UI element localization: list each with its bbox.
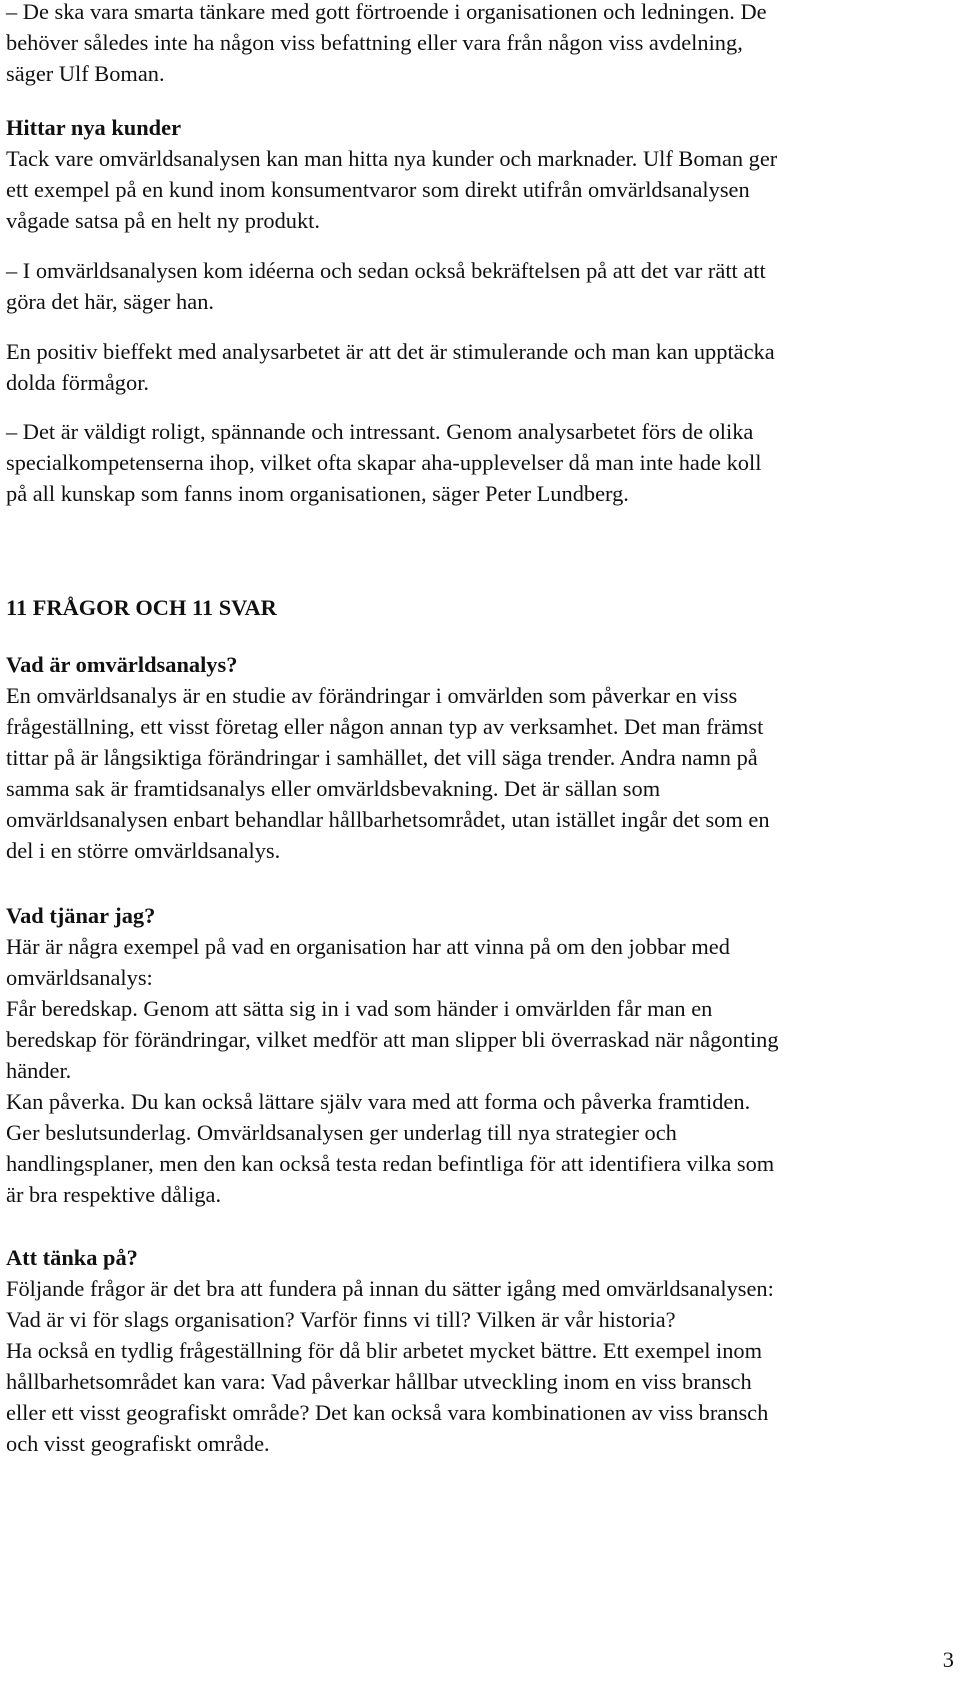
text-line: – I omvärldsanalysen kom idéerna och sedan också bekräftelsen på att det var rätt att [6,258,766,283]
text-line: och visst geografiskt område. [6,1431,270,1456]
text-line: Följande frågor är det bra att fundera på innan du sätter igång med omvärldsanalysen: [6,1276,774,1301]
hittar-paragraph-3 [6,336,775,398]
text-line: Här är några exempel på vad en organisation har att vinna på om den jobbar med [6,934,730,959]
hittar-paragraph-1 [6,143,777,236]
text-line: på all kunskap som fanns inom organisationen, säger Peter Lundberg. [6,481,629,506]
text-line: ett exempel på en kund inom konsumentvaror som direkt utifrån omvärldsanalysen [6,177,750,202]
text-line: behöver således inte ha någon viss befattning eller vara från någon viss avdelning, [6,30,743,55]
text-line: Vad är vi för slags organisation? Varför finns vi till? Vilken är vår historia? [6,1307,676,1332]
text-line: vågade satsa på en helt ny produkt. [6,208,320,233]
text-line: Ger beslutsunderlag. Omvärldsanalysen ger underlag till nya strategier och [6,1120,677,1145]
section-title: 11 FRÅGOR OCH 11 SVAR [6,595,277,620]
text-line: – Det är väldigt roligt, spännande och intressant. Genom analysarbetet förs de olika [6,419,754,444]
text-line: – De ska vara smarta tänkare med gott förtroende i organisationen och ledningen. De [6,0,767,24]
text-line: är bra respektive dåliga. [6,1182,222,1207]
text-line: En omvärldsanalys är en studie av förändringar i omvärlden som påverkar en viss [6,683,738,708]
answer-paragraph-1 [6,680,770,866]
text-line: omvärldsanalys: [6,965,153,990]
text-line: del i en större omvärldsanalys. [6,838,281,863]
text-line: frågeställning, ett visst företag eller någon annan typ av verksamhet. Det man främst [6,714,764,739]
question-heading-2: Vad tjänar jag? [6,903,156,928]
intro-paragraph [6,0,767,89]
text-line: Ha också en tydlig frågeställning för då blir arbetet mycket bättre. Ett exempel inom [6,1338,763,1363]
text-line: En positiv bieffekt med analysarbetet är att det är stimulerande och man kan upptäcka [6,339,775,364]
section-heading-hittar: Hittar nya kunder [6,115,182,140]
text-line: Tack vare omvärldsanalysen kan man hitta nya kunder och marknader. Ulf Boman ger [6,146,778,171]
text-line: specialkompetenserna ihop, vilket ofta skapar aha-upplevelser då man inte hade koll [6,450,762,475]
text-line: Kan påverka. Du kan också lättare själv vara med att forma och påverka framtiden. [6,1089,751,1114]
text-line: Får beredskap. Genom att sätta sig in i vad som händer i omvärlden får man en [6,996,713,1021]
page-number: 3 [942,1647,954,1672]
hittar-paragraph-4 [6,416,761,509]
hittar-paragraph-2 [6,255,766,317]
text-line: göra det här, säger han. [6,289,214,314]
text-line: dolda förmågor. [6,370,150,395]
text-line: beredskap för förändringar, vilket medför att man slipper bli överraskad när någonting [6,1027,779,1052]
text-line: samma sak är framtidsanalys eller omvärldsbevakning. Det är sällan som [6,776,661,801]
text-line: eller ett visst geografiskt område? Det kan också vara kombinationen av viss bransch [6,1400,769,1425]
text-line: hållbarhetsområdet kan vara: Vad påverkar hållbar utveckling inom en viss bransch [6,1369,752,1394]
text-line: säger Ulf Boman. [6,61,165,86]
text-line: händer. [6,1058,72,1083]
text-line: tittar på är långsiktiga förändringar i samhället, det vill säga trender. Andra namn på [6,745,758,770]
question-heading-3: Att tänka på? [6,1245,138,1270]
answer-paragraph-2 [6,931,779,1210]
text-line: handlingsplaner, men den kan också testa redan befintliga för att identifiera vilka som [6,1151,775,1176]
text-line: omvärldsanalysen enbart behandlar hållbarhetsområdet, utan istället ingår det som en [6,807,770,832]
question-heading-1: Vad är omvärldsanalys? [6,652,238,677]
answer-paragraph-3 [6,1273,774,1459]
